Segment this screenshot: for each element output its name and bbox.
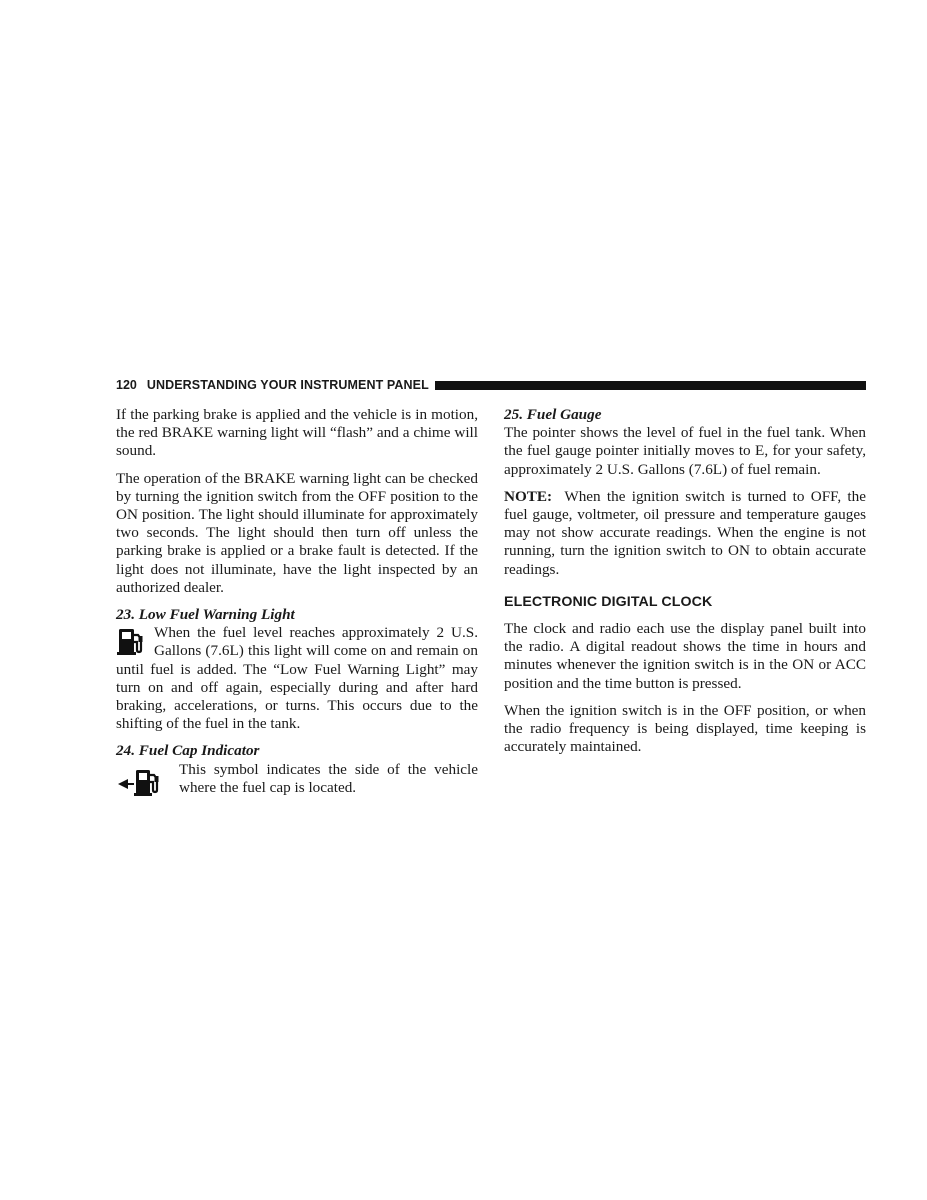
low-fuel-warning-heading: 23. Low Fuel Warning Light bbox=[116, 606, 295, 624]
fuel-cap-indicator-heading: 24. Fuel Cap Indicator bbox=[116, 742, 260, 760]
fuel-gauge-heading: 25. Fuel Gauge bbox=[504, 406, 602, 423]
clock-paragraph-2: When the ignition switch is in the OFF position, or when the radio frequency is being displayed, time keeping is accurately maintained. bbox=[504, 701, 866, 756]
right-column bbox=[504, 406, 866, 765]
electronic-digital-clock-heading: ELECTRONIC DIGITAL CLOCK bbox=[504, 593, 713, 610]
low-fuel-warning-text: When the fuel level reaches approximately 2 U.S. Gallons (7.6L) this light will come on and remain on until fuel is added. The “Low Fuel Warning Light” may turn on and off again, especially during and after hard braking, accelerations, or turns. This occurs due to the shifting of the fuel in the tank. bbox=[116, 624, 478, 733]
clock-paragraph-1: The clock and radio each use the display panel built into the radio. A digital readout shows the time in hours and minutes whenever the ignition switch is in the ON or ACC position and the time button is pressed. bbox=[504, 620, 866, 692]
fuel-cap-indicator-text: This symbol indicates the side of the vehicle where the fuel cap is located. bbox=[179, 760, 478, 796]
note-text: When the ignition switch is turned to OFF, the fuel gauge, voltmeter, oil pressure and temperature gauges may not show accurate readings. When the engine is not running, turn the ignition switch to ON to obtain accurate readings. bbox=[504, 487, 866, 578]
parking-brake-paragraph: If the parking brake is applied and the vehicle is in motion, the red BRAKE warning light will “flash” and a chime will sound. bbox=[116, 406, 478, 460]
fuel-cap-indicator-block bbox=[116, 761, 478, 797]
page-header bbox=[116, 377, 866, 393]
running-header-title: UNDERSTANDING YOUR INSTRUMENT PANEL bbox=[146, 378, 429, 392]
left-column bbox=[116, 406, 478, 806]
page-number: 120 bbox=[116, 378, 137, 392]
low-fuel-warning-block bbox=[116, 624, 478, 733]
fuel-pump-icon bbox=[116, 626, 146, 656]
note-label: NOTE: bbox=[504, 487, 553, 505]
header-rule bbox=[435, 381, 866, 390]
fuel-cap-side-icon bbox=[116, 765, 170, 799]
note-paragraph bbox=[504, 488, 866, 579]
fuel-gauge-text: The pointer shows the level of fuel in the fuel tank. When the fuel gauge pointer initially moves to E, for your safety, approximately 2 U.S. Gallons (7.6L) of fuel remain. bbox=[504, 424, 866, 478]
brake-light-check-paragraph: The operation of the BRAKE warning light can be checked by turning the ignition switch from the OFF position to the ON position. The light should illuminate for approximately two seconds. The light should then turn off unless the parking brake is applied or a brake fault is detected. If the light does not illuminate, have the light inspected by an authorized dealer. bbox=[116, 469, 478, 596]
